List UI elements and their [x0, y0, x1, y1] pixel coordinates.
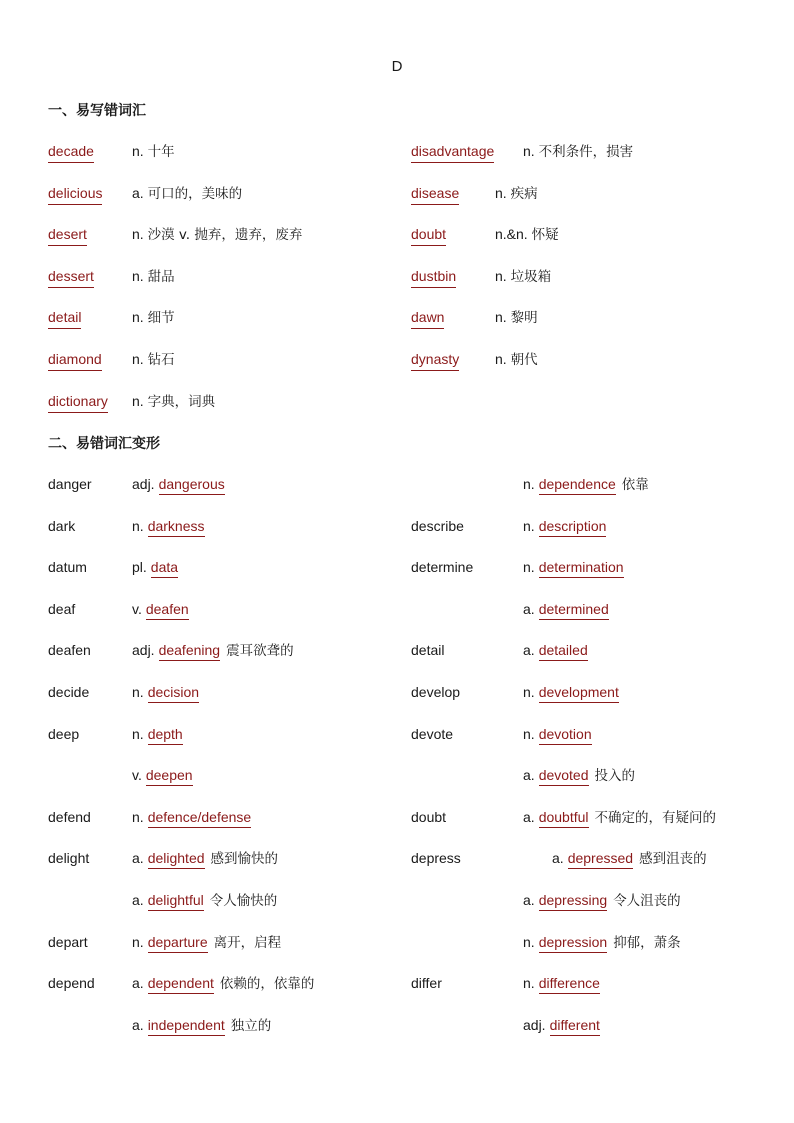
- derived-form: [132, 849, 278, 868]
- derived-word: devoted: [539, 767, 589, 786]
- base-word: detail: [411, 642, 445, 659]
- derived-word: detailed: [539, 642, 588, 661]
- derived-word: different: [550, 1017, 600, 1036]
- derived-form: [132, 641, 294, 660]
- part-of-speech: pl.: [132, 559, 147, 576]
- meaning-text: 依赖的，依靠的: [219, 976, 315, 993]
- part-of-speech: n.: [523, 143, 535, 159]
- part-of-speech: n.: [132, 392, 144, 409]
- base-word: deaf: [48, 600, 76, 617]
- base-word: deep: [48, 725, 80, 742]
- meaning-text: 抑郁，萧条: [613, 934, 681, 951]
- meaning-text: 细节: [147, 310, 175, 327]
- derived-word: devotion: [539, 726, 592, 745]
- vocab-word: dynasty: [411, 350, 459, 371]
- meaning-text: 黎明: [510, 310, 538, 327]
- part-of-speech: v.: [132, 767, 142, 784]
- vocab-word: detail: [48, 308, 81, 329]
- base-word: depend: [48, 975, 95, 992]
- vocab-word: decade: [48, 142, 94, 163]
- derived-word: deafening: [159, 642, 221, 661]
- page-title: D: [391, 58, 403, 75]
- vocab-definition: [523, 142, 633, 161]
- part-of-speech: n.: [132, 267, 144, 284]
- part-of-speech: n.: [523, 684, 535, 700]
- meaning-text: 疾病: [510, 185, 538, 202]
- part-of-speech: n.: [495, 309, 507, 326]
- part-of-speech: n.: [495, 351, 507, 367]
- vocab-word: dawn: [411, 308, 444, 329]
- base-word: deafen: [48, 642, 91, 659]
- derived-form: [523, 683, 619, 701]
- derived-word: decision: [148, 684, 199, 703]
- part-of-speech: adj.: [132, 642, 155, 659]
- part-of-speech: a.: [523, 642, 535, 659]
- part-of-speech: n.: [132, 517, 144, 534]
- base-word: depart: [48, 933, 88, 950]
- derived-form: [523, 933, 681, 952]
- vocab-definition: [132, 392, 215, 411]
- derived-word: departure: [148, 934, 208, 953]
- derived-word: depth: [148, 726, 183, 745]
- derived-word: darkness: [148, 518, 205, 537]
- vocab-word: dictionary: [48, 392, 108, 413]
- part-of-speech: n.: [523, 517, 535, 534]
- vocab-definition: [132, 142, 175, 161]
- derived-word: independent: [148, 1017, 225, 1036]
- base-word: describe: [411, 517, 464, 534]
- vocab-definition: [495, 225, 559, 244]
- meaning-text: 不确定的，有疑问的: [594, 809, 717, 826]
- part-of-speech: a.: [132, 892, 144, 908]
- derived-word: determined: [539, 601, 609, 620]
- meaning-text: 垃圾箱: [510, 268, 552, 285]
- derived-form: [132, 808, 251, 826]
- derived-word: defence/defense: [148, 809, 252, 828]
- part-of-speech: a.: [132, 184, 144, 201]
- derived-form: [523, 974, 600, 992]
- part-of-speech: n.: [132, 226, 144, 243]
- part-of-speech: n.: [132, 143, 144, 159]
- derived-form: [132, 600, 189, 618]
- vocab-word: desert: [48, 225, 87, 246]
- derived-word: determination: [539, 559, 624, 578]
- vocab-definition: [495, 350, 538, 369]
- base-word: danger: [48, 476, 92, 492]
- part-of-speech: n.: [132, 808, 144, 825]
- derived-form: [523, 1016, 600, 1034]
- vocab-definition: [132, 267, 175, 286]
- derived-word: delighted: [148, 850, 205, 869]
- base-word: dark: [48, 517, 76, 534]
- vocab-definition: [132, 184, 242, 203]
- meaning-text: 怀疑: [531, 227, 559, 244]
- meaning-text: 感到愉快的: [210, 851, 279, 868]
- part-of-speech: a.: [523, 767, 535, 784]
- part-of-speech: n.: [132, 351, 144, 367]
- derived-word: deafen: [146, 601, 189, 620]
- derived-word: development: [539, 684, 619, 703]
- part-of-speech: n.: [523, 559, 535, 576]
- base-word: datum: [48, 559, 87, 576]
- part-of-speech: adj.: [132, 476, 155, 492]
- section-title-commonly-misspelled: 一、易写错词汇: [48, 103, 146, 119]
- derived-form: [132, 766, 193, 784]
- meaning-text: 令人愉快的: [209, 893, 278, 909]
- part-of-speech: a.: [132, 1016, 144, 1033]
- base-word: determine: [411, 559, 474, 576]
- derived-form: [523, 891, 681, 910]
- vocab-word: diamond: [48, 350, 102, 371]
- vocab-definition: [495, 267, 551, 286]
- derived-word: difference: [539, 975, 600, 994]
- meaning-text: 依靠: [621, 477, 649, 493]
- vocab-word: disadvantage: [411, 142, 494, 163]
- vocab-definition: [495, 184, 538, 203]
- derived-form: [552, 849, 707, 868]
- derived-form: [523, 558, 624, 576]
- part-of-speech: n.: [523, 975, 535, 992]
- derived-form: [132, 475, 225, 493]
- meaning-text: 朝代: [510, 352, 538, 368]
- vocab-word: dessert: [48, 267, 94, 288]
- part-of-speech: n.&n.: [495, 226, 528, 243]
- part-of-speech: n.: [495, 184, 507, 201]
- vocab-definition: [495, 308, 538, 327]
- vocab-word: delicious: [48, 184, 102, 205]
- vocab-word: disease: [411, 184, 459, 205]
- part-of-speech: n.: [132, 933, 144, 950]
- meaning-text: 令人沮丧的: [613, 893, 681, 909]
- meaning-text: 震耳欲聋的: [226, 643, 294, 660]
- section-title-word-forms: 二、易错词汇变形: [48, 436, 160, 452]
- derived-form: [132, 517, 205, 535]
- derived-word: deepen: [146, 767, 193, 786]
- part-of-speech: n.: [132, 309, 144, 326]
- derived-form: [523, 725, 592, 743]
- part-of-speech: n.: [132, 684, 144, 700]
- derived-form: [132, 891, 277, 910]
- vocab-word: dustbin: [411, 267, 456, 288]
- meaning-text: 离开，启程: [213, 934, 282, 951]
- part-of-speech: a.: [132, 975, 144, 992]
- part-of-speech: n.: [523, 933, 535, 950]
- part-of-speech: a.: [132, 850, 144, 867]
- meaning-text: 感到沮丧的: [639, 851, 707, 868]
- part-of-speech: a.: [552, 850, 564, 867]
- part-of-speech: a.: [523, 808, 535, 825]
- derived-form: [523, 475, 649, 494]
- derived-word: description: [539, 518, 607, 537]
- vocab-word: doubt: [411, 225, 446, 246]
- base-word: differ: [411, 975, 442, 992]
- meaning-text: 可口的，美味的: [147, 185, 243, 202]
- derived-form: [132, 558, 178, 576]
- base-word: depress: [411, 850, 461, 867]
- meaning-text: 十年: [147, 144, 175, 160]
- part-of-speech: a.: [523, 892, 535, 908]
- derived-word: depressed: [568, 850, 633, 869]
- derived-word: dangerous: [159, 476, 225, 495]
- part-of-speech: n.: [523, 725, 535, 742]
- derived-form: [523, 766, 635, 785]
- meaning-text: 投入的: [594, 768, 636, 785]
- meaning-text: 沙漠 v. 抛弃，遗弃，废弃: [147, 227, 303, 244]
- part-of-speech: adj.: [523, 1016, 546, 1033]
- meaning-text: 不利条件，损害: [538, 144, 634, 160]
- base-word: defend: [48, 808, 91, 825]
- derived-form: [132, 683, 199, 701]
- base-word: devote: [411, 725, 454, 742]
- meaning-text: 字典，词典: [147, 393, 216, 410]
- derived-form: [523, 517, 606, 535]
- vocab-definition: [132, 308, 175, 327]
- derived-word: dependent: [148, 975, 214, 994]
- base-word: develop: [411, 684, 461, 700]
- vocab-definition: [132, 350, 175, 369]
- derived-word: doubtful: [539, 809, 589, 828]
- derived-form: [132, 933, 281, 952]
- derived-form: [523, 641, 588, 659]
- meaning-text: 独立的: [230, 1017, 272, 1034]
- part-of-speech: n.: [132, 725, 144, 742]
- base-word: delight: [48, 850, 90, 867]
- vocab-definition: [132, 225, 302, 244]
- derived-form: [132, 974, 314, 993]
- derived-word: delightful: [148, 892, 204, 911]
- derived-word: data: [151, 559, 178, 578]
- meaning-text: 钻石: [147, 352, 175, 368]
- base-word: doubt: [411, 808, 447, 825]
- derived-form: [523, 808, 716, 827]
- derived-word: depression: [539, 934, 608, 953]
- derived-word: dependence: [539, 476, 616, 495]
- base-word: decide: [48, 684, 90, 700]
- derived-form: [132, 1016, 271, 1035]
- meaning-text: 甜品: [147, 268, 175, 285]
- derived-form: [132, 725, 183, 743]
- derived-word: depressing: [539, 892, 608, 911]
- part-of-speech: a.: [523, 600, 535, 617]
- derived-form: [523, 600, 609, 618]
- part-of-speech: v.: [132, 600, 142, 617]
- part-of-speech: n.: [523, 476, 535, 492]
- part-of-speech: n.: [495, 267, 507, 284]
